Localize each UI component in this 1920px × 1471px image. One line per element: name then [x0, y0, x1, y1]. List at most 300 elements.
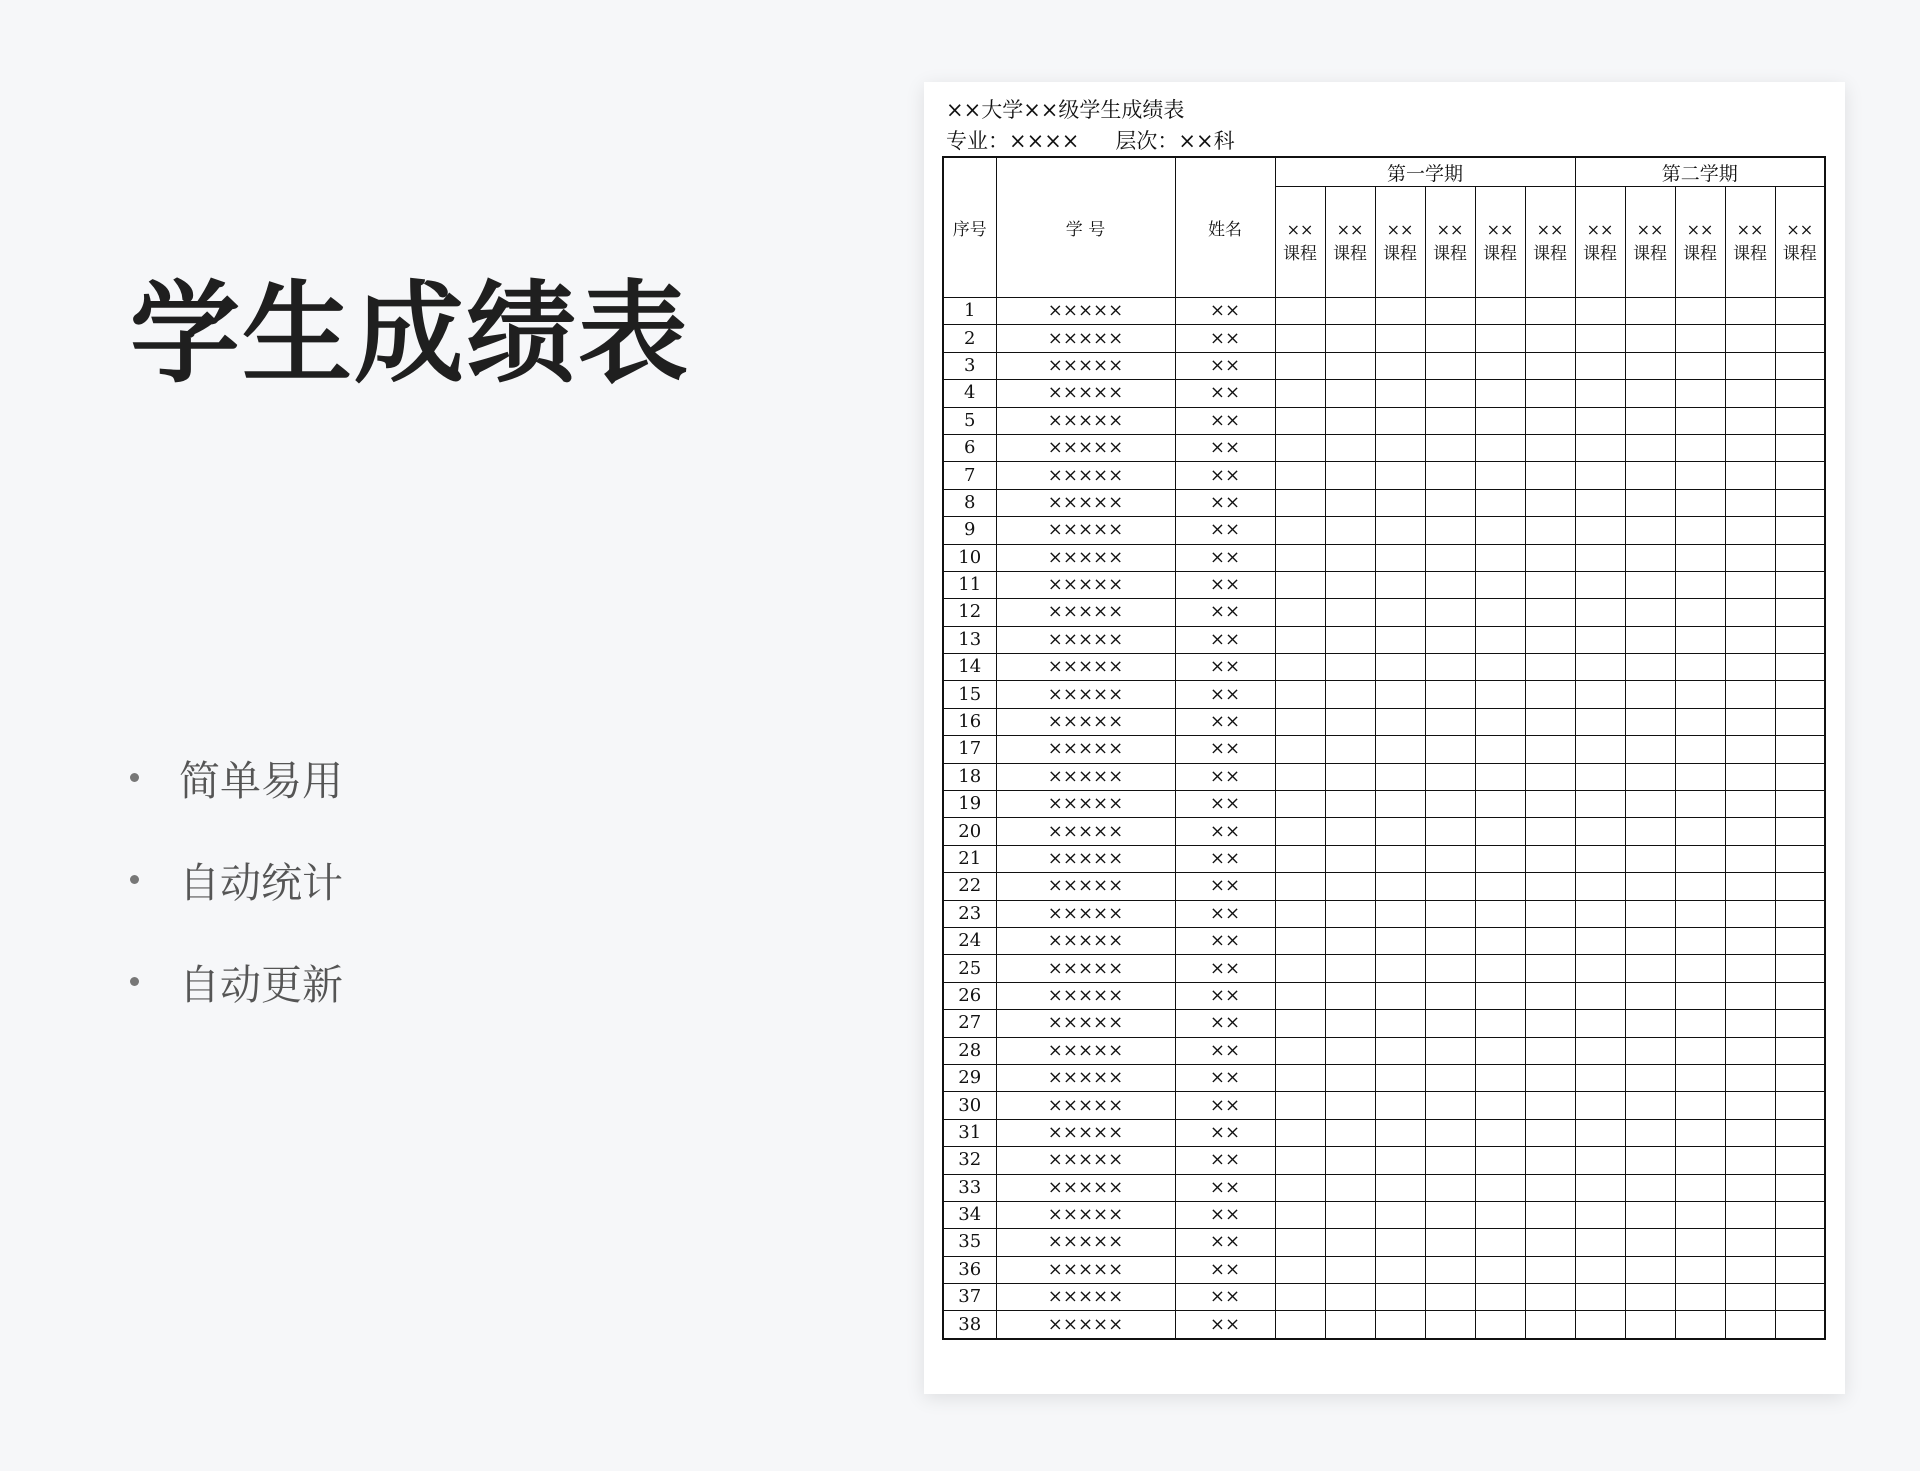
cell-score[interactable] — [1625, 1201, 1675, 1228]
cell-score[interactable] — [1725, 544, 1775, 571]
cell-score[interactable] — [1625, 571, 1675, 598]
cell-score[interactable] — [1625, 763, 1675, 790]
cell-score[interactable] — [1625, 544, 1675, 571]
cell-score[interactable] — [1625, 1119, 1675, 1146]
cell-score[interactable] — [1525, 900, 1575, 927]
cell-score[interactable] — [1725, 845, 1775, 872]
cell-score[interactable] — [1725, 763, 1775, 790]
cell-score[interactable] — [1375, 1147, 1425, 1174]
cell-score[interactable] — [1375, 599, 1425, 626]
cell-score[interactable] — [1575, 681, 1625, 708]
cell-score[interactable] — [1275, 1201, 1325, 1228]
cell-score[interactable] — [1575, 517, 1625, 544]
cell-score[interactable] — [1525, 736, 1575, 763]
cell-score[interactable] — [1425, 1092, 1475, 1119]
cell-score[interactable] — [1525, 1174, 1575, 1201]
cell-score[interactable] — [1375, 736, 1425, 763]
cell-score[interactable] — [1775, 462, 1825, 489]
cell-score[interactable] — [1425, 1229, 1475, 1256]
cell-score[interactable] — [1375, 982, 1425, 1009]
cell-score[interactable] — [1425, 489, 1475, 516]
cell-score[interactable] — [1725, 489, 1775, 516]
cell-score[interactable] — [1625, 955, 1675, 982]
cell-score[interactable] — [1425, 900, 1475, 927]
cell-score[interactable] — [1525, 462, 1575, 489]
cell-score[interactable] — [1725, 955, 1775, 982]
cell-score[interactable] — [1625, 298, 1675, 325]
cell-score[interactable] — [1775, 654, 1825, 681]
cell-score[interactable] — [1725, 1147, 1775, 1174]
cell-score[interactable] — [1725, 599, 1775, 626]
cell-score[interactable] — [1425, 1256, 1475, 1283]
cell-score[interactable] — [1575, 654, 1625, 681]
cell-score[interactable] — [1475, 873, 1525, 900]
cell-score[interactable] — [1625, 681, 1675, 708]
cell-score[interactable] — [1375, 1010, 1425, 1037]
cell-score[interactable] — [1525, 654, 1575, 681]
cell-score[interactable] — [1525, 845, 1575, 872]
cell-score[interactable] — [1525, 1229, 1575, 1256]
cell-score[interactable] — [1375, 900, 1425, 927]
cell-score[interactable] — [1475, 407, 1525, 434]
cell-score[interactable] — [1675, 736, 1725, 763]
cell-score[interactable] — [1625, 818, 1675, 845]
cell-score[interactable] — [1275, 736, 1325, 763]
cell-score[interactable] — [1325, 352, 1375, 379]
cell-score[interactable] — [1275, 763, 1325, 790]
cell-score[interactable] — [1325, 873, 1375, 900]
cell-score[interactable] — [1675, 1010, 1725, 1037]
cell-score[interactable] — [1475, 544, 1525, 571]
cell-score[interactable] — [1475, 1010, 1525, 1037]
cell-score[interactable] — [1325, 982, 1375, 1009]
cell-score[interactable] — [1575, 599, 1625, 626]
cell-score[interactable] — [1575, 1147, 1625, 1174]
cell-score[interactable] — [1775, 407, 1825, 434]
cell-score[interactable] — [1375, 791, 1425, 818]
cell-score[interactable] — [1275, 791, 1325, 818]
cell-score[interactable] — [1575, 434, 1625, 461]
cell-score[interactable] — [1275, 927, 1325, 954]
cell-score[interactable] — [1275, 1256, 1325, 1283]
cell-score[interactable] — [1625, 1311, 1675, 1339]
cell-score[interactable] — [1475, 681, 1525, 708]
cell-score[interactable] — [1525, 763, 1575, 790]
cell-score[interactable] — [1725, 325, 1775, 352]
cell-score[interactable] — [1525, 1256, 1575, 1283]
cell-score[interactable] — [1475, 352, 1525, 379]
cell-score[interactable] — [1575, 1119, 1625, 1146]
cell-score[interactable] — [1375, 298, 1425, 325]
cell-score[interactable] — [1775, 571, 1825, 598]
cell-score[interactable] — [1675, 571, 1725, 598]
cell-score[interactable] — [1775, 1010, 1825, 1037]
cell-score[interactable] — [1425, 1284, 1475, 1311]
cell-score[interactable] — [1275, 955, 1325, 982]
cell-score[interactable] — [1525, 1311, 1575, 1339]
cell-score[interactable] — [1525, 1119, 1575, 1146]
cell-score[interactable] — [1475, 900, 1525, 927]
cell-score[interactable] — [1475, 1201, 1525, 1228]
cell-score[interactable] — [1475, 380, 1525, 407]
cell-score[interactable] — [1275, 1174, 1325, 1201]
cell-score[interactable] — [1775, 1284, 1825, 1311]
cell-score[interactable] — [1675, 900, 1725, 927]
cell-score[interactable] — [1325, 818, 1375, 845]
cell-score[interactable] — [1525, 927, 1575, 954]
cell-score[interactable] — [1675, 873, 1725, 900]
cell-score[interactable] — [1325, 544, 1375, 571]
cell-score[interactable] — [1725, 873, 1775, 900]
cell-score[interactable] — [1475, 298, 1525, 325]
cell-score[interactable] — [1275, 434, 1325, 461]
cell-score[interactable] — [1375, 763, 1425, 790]
cell-score[interactable] — [1625, 873, 1675, 900]
cell-score[interactable] — [1625, 1256, 1675, 1283]
cell-score[interactable] — [1775, 818, 1825, 845]
cell-score[interactable] — [1325, 681, 1375, 708]
cell-score[interactable] — [1725, 818, 1775, 845]
cell-score[interactable] — [1325, 1119, 1375, 1146]
cell-score[interactable] — [1725, 1064, 1775, 1091]
cell-score[interactable] — [1725, 1119, 1775, 1146]
cell-score[interactable] — [1775, 352, 1825, 379]
cell-score[interactable] — [1625, 325, 1675, 352]
cell-score[interactable] — [1675, 462, 1725, 489]
cell-score[interactable] — [1525, 681, 1575, 708]
cell-score[interactable] — [1625, 1064, 1675, 1091]
cell-score[interactable] — [1525, 818, 1575, 845]
cell-score[interactable] — [1625, 1147, 1675, 1174]
cell-score[interactable] — [1775, 1092, 1825, 1119]
cell-score[interactable] — [1375, 654, 1425, 681]
cell-score[interactable] — [1725, 982, 1775, 1009]
cell-score[interactable] — [1275, 1064, 1325, 1091]
cell-score[interactable] — [1575, 407, 1625, 434]
cell-score[interactable] — [1275, 298, 1325, 325]
cell-score[interactable] — [1325, 571, 1375, 598]
cell-score[interactable] — [1325, 1064, 1375, 1091]
cell-score[interactable] — [1475, 845, 1525, 872]
cell-score[interactable] — [1575, 708, 1625, 735]
cell-score[interactable] — [1325, 380, 1375, 407]
cell-score[interactable] — [1625, 791, 1675, 818]
cell-score[interactable] — [1625, 1092, 1675, 1119]
cell-score[interactable] — [1475, 626, 1525, 653]
cell-score[interactable] — [1675, 1284, 1725, 1311]
cell-score[interactable] — [1475, 818, 1525, 845]
cell-score[interactable] — [1425, 1174, 1475, 1201]
cell-score[interactable] — [1375, 1201, 1425, 1228]
cell-score[interactable] — [1725, 380, 1775, 407]
cell-score[interactable] — [1525, 599, 1575, 626]
cell-score[interactable] — [1775, 982, 1825, 1009]
cell-score[interactable] — [1375, 462, 1425, 489]
cell-score[interactable] — [1675, 407, 1725, 434]
cell-score[interactable] — [1475, 1284, 1525, 1311]
cell-score[interactable] — [1775, 380, 1825, 407]
cell-score[interactable] — [1525, 407, 1575, 434]
cell-score[interactable] — [1675, 626, 1725, 653]
cell-score[interactable] — [1425, 325, 1475, 352]
cell-score[interactable] — [1675, 927, 1725, 954]
cell-score[interactable] — [1725, 708, 1775, 735]
cell-score[interactable] — [1625, 626, 1675, 653]
cell-score[interactable] — [1575, 900, 1625, 927]
cell-score[interactable] — [1425, 1311, 1475, 1339]
cell-score[interactable] — [1425, 517, 1475, 544]
cell-score[interactable] — [1525, 1092, 1575, 1119]
cell-score[interactable] — [1325, 407, 1375, 434]
cell-score[interactable] — [1625, 927, 1675, 954]
cell-score[interactable] — [1575, 626, 1625, 653]
cell-score[interactable] — [1675, 708, 1725, 735]
cell-score[interactable] — [1425, 407, 1475, 434]
cell-score[interactable] — [1525, 544, 1575, 571]
cell-score[interactable] — [1775, 626, 1825, 653]
cell-score[interactable] — [1775, 434, 1825, 461]
cell-score[interactable] — [1425, 955, 1475, 982]
cell-score[interactable] — [1575, 325, 1625, 352]
cell-score[interactable] — [1675, 1311, 1725, 1339]
cell-score[interactable] — [1275, 407, 1325, 434]
cell-score[interactable] — [1425, 1010, 1475, 1037]
cell-score[interactable] — [1475, 1092, 1525, 1119]
cell-score[interactable] — [1325, 489, 1375, 516]
cell-score[interactable] — [1375, 955, 1425, 982]
cell-score[interactable] — [1275, 325, 1325, 352]
cell-score[interactable] — [1375, 352, 1425, 379]
cell-score[interactable] — [1775, 544, 1825, 571]
cell-score[interactable] — [1275, 1229, 1325, 1256]
cell-score[interactable] — [1425, 982, 1475, 1009]
cell-score[interactable] — [1575, 845, 1625, 872]
cell-score[interactable] — [1275, 654, 1325, 681]
cell-score[interactable] — [1275, 1010, 1325, 1037]
cell-score[interactable] — [1625, 352, 1675, 379]
cell-score[interactable] — [1725, 791, 1775, 818]
cell-score[interactable] — [1775, 1064, 1825, 1091]
cell-score[interactable] — [1425, 462, 1475, 489]
cell-score[interactable] — [1275, 845, 1325, 872]
cell-score[interactable] — [1775, 763, 1825, 790]
cell-score[interactable] — [1625, 380, 1675, 407]
cell-score[interactable] — [1275, 818, 1325, 845]
cell-score[interactable] — [1575, 791, 1625, 818]
cell-score[interactable] — [1725, 654, 1775, 681]
cell-score[interactable] — [1675, 791, 1725, 818]
cell-score[interactable] — [1625, 1037, 1675, 1064]
cell-score[interactable] — [1625, 845, 1675, 872]
cell-score[interactable] — [1775, 736, 1825, 763]
cell-score[interactable] — [1325, 1229, 1375, 1256]
cell-score[interactable] — [1275, 873, 1325, 900]
cell-score[interactable] — [1675, 298, 1725, 325]
cell-score[interactable] — [1475, 571, 1525, 598]
cell-score[interactable] — [1775, 517, 1825, 544]
cell-score[interactable] — [1475, 599, 1525, 626]
cell-score[interactable] — [1725, 462, 1775, 489]
cell-score[interactable] — [1725, 1092, 1775, 1119]
cell-score[interactable] — [1425, 681, 1475, 708]
cell-score[interactable] — [1375, 544, 1425, 571]
cell-score[interactable] — [1525, 1284, 1575, 1311]
cell-score[interactable] — [1725, 1201, 1775, 1228]
cell-score[interactable] — [1275, 599, 1325, 626]
cell-score[interactable] — [1675, 1256, 1725, 1283]
cell-score[interactable] — [1375, 681, 1425, 708]
cell-score[interactable] — [1575, 1174, 1625, 1201]
cell-score[interactable] — [1525, 571, 1575, 598]
cell-score[interactable] — [1475, 927, 1525, 954]
cell-score[interactable] — [1675, 489, 1725, 516]
cell-score[interactable] — [1425, 763, 1475, 790]
cell-score[interactable] — [1775, 900, 1825, 927]
cell-score[interactable] — [1475, 325, 1525, 352]
cell-score[interactable] — [1375, 927, 1425, 954]
cell-score[interactable] — [1375, 517, 1425, 544]
cell-score[interactable] — [1425, 818, 1475, 845]
cell-score[interactable] — [1625, 1284, 1675, 1311]
cell-score[interactable] — [1325, 626, 1375, 653]
cell-score[interactable] — [1575, 927, 1625, 954]
cell-score[interactable] — [1675, 681, 1725, 708]
cell-score[interactable] — [1775, 791, 1825, 818]
cell-score[interactable] — [1375, 489, 1425, 516]
cell-score[interactable] — [1375, 1064, 1425, 1091]
cell-score[interactable] — [1475, 736, 1525, 763]
cell-score[interactable] — [1675, 599, 1725, 626]
cell-score[interactable] — [1375, 380, 1425, 407]
cell-score[interactable] — [1425, 380, 1475, 407]
cell-score[interactable] — [1275, 982, 1325, 1009]
cell-score[interactable] — [1575, 462, 1625, 489]
cell-score[interactable] — [1675, 1037, 1725, 1064]
cell-score[interactable] — [1325, 1037, 1375, 1064]
cell-score[interactable] — [1525, 873, 1575, 900]
cell-score[interactable] — [1275, 489, 1325, 516]
cell-score[interactable] — [1725, 517, 1775, 544]
cell-score[interactable] — [1725, 1256, 1775, 1283]
cell-score[interactable] — [1325, 1174, 1375, 1201]
cell-score[interactable] — [1275, 681, 1325, 708]
cell-score[interactable] — [1675, 544, 1725, 571]
cell-score[interactable] — [1275, 1284, 1325, 1311]
cell-score[interactable] — [1525, 1037, 1575, 1064]
cell-score[interactable] — [1475, 462, 1525, 489]
cell-score[interactable] — [1625, 489, 1675, 516]
cell-score[interactable] — [1725, 736, 1775, 763]
cell-score[interactable] — [1275, 1119, 1325, 1146]
cell-score[interactable] — [1575, 298, 1625, 325]
cell-score[interactable] — [1275, 626, 1325, 653]
cell-score[interactable] — [1625, 1010, 1675, 1037]
cell-score[interactable] — [1525, 325, 1575, 352]
cell-score[interactable] — [1775, 681, 1825, 708]
cell-score[interactable] — [1725, 1284, 1775, 1311]
cell-score[interactable] — [1775, 1311, 1825, 1339]
cell-score[interactable] — [1375, 434, 1425, 461]
cell-score[interactable] — [1725, 434, 1775, 461]
cell-score[interactable] — [1725, 927, 1775, 954]
cell-score[interactable] — [1575, 1229, 1625, 1256]
cell-score[interactable] — [1525, 955, 1575, 982]
cell-score[interactable] — [1425, 1201, 1475, 1228]
cell-score[interactable] — [1275, 708, 1325, 735]
cell-score[interactable] — [1775, 955, 1825, 982]
cell-score[interactable] — [1275, 571, 1325, 598]
cell-score[interactable] — [1725, 900, 1775, 927]
cell-score[interactable] — [1775, 927, 1825, 954]
cell-score[interactable] — [1575, 1037, 1625, 1064]
cell-score[interactable] — [1675, 845, 1725, 872]
cell-score[interactable] — [1675, 1119, 1725, 1146]
cell-score[interactable] — [1475, 1037, 1525, 1064]
cell-score[interactable] — [1275, 900, 1325, 927]
cell-score[interactable] — [1325, 599, 1375, 626]
cell-score[interactable] — [1275, 1037, 1325, 1064]
cell-score[interactable] — [1375, 708, 1425, 735]
cell-score[interactable] — [1725, 298, 1775, 325]
cell-score[interactable] — [1425, 873, 1475, 900]
cell-score[interactable] — [1675, 982, 1725, 1009]
cell-score[interactable] — [1775, 1037, 1825, 1064]
cell-score[interactable] — [1425, 791, 1475, 818]
cell-score[interactable] — [1375, 1119, 1425, 1146]
cell-score[interactable] — [1775, 325, 1825, 352]
cell-score[interactable] — [1475, 1147, 1525, 1174]
cell-score[interactable] — [1475, 1174, 1525, 1201]
cell-score[interactable] — [1525, 982, 1575, 1009]
cell-score[interactable] — [1775, 1256, 1825, 1283]
cell-score[interactable] — [1575, 352, 1625, 379]
cell-score[interactable] — [1725, 1311, 1775, 1339]
cell-score[interactable] — [1325, 517, 1375, 544]
cell-score[interactable] — [1525, 708, 1575, 735]
cell-score[interactable] — [1425, 1064, 1475, 1091]
cell-score[interactable] — [1625, 900, 1675, 927]
cell-score[interactable] — [1425, 352, 1475, 379]
cell-score[interactable] — [1525, 1147, 1575, 1174]
cell-score[interactable] — [1325, 736, 1375, 763]
cell-score[interactable] — [1625, 1174, 1675, 1201]
cell-score[interactable] — [1675, 1229, 1725, 1256]
cell-score[interactable] — [1525, 1064, 1575, 1091]
cell-score[interactable] — [1675, 434, 1725, 461]
cell-score[interactable] — [1725, 1037, 1775, 1064]
cell-score[interactable] — [1725, 352, 1775, 379]
cell-score[interactable] — [1625, 982, 1675, 1009]
cell-score[interactable] — [1775, 489, 1825, 516]
cell-score[interactable] — [1575, 818, 1625, 845]
cell-score[interactable] — [1775, 1201, 1825, 1228]
cell-score[interactable] — [1475, 791, 1525, 818]
cell-score[interactable] — [1425, 434, 1475, 461]
cell-score[interactable] — [1425, 1147, 1475, 1174]
cell-score[interactable] — [1275, 1092, 1325, 1119]
cell-score[interactable] — [1475, 708, 1525, 735]
cell-score[interactable] — [1675, 517, 1725, 544]
cell-score[interactable] — [1325, 434, 1375, 461]
cell-score[interactable] — [1375, 1311, 1425, 1339]
cell-score[interactable] — [1475, 434, 1525, 461]
cell-score[interactable] — [1425, 736, 1475, 763]
cell-score[interactable] — [1625, 599, 1675, 626]
cell-score[interactable] — [1275, 1147, 1325, 1174]
cell-score[interactable] — [1525, 298, 1575, 325]
cell-score[interactable] — [1475, 654, 1525, 681]
cell-score[interactable] — [1425, 845, 1475, 872]
